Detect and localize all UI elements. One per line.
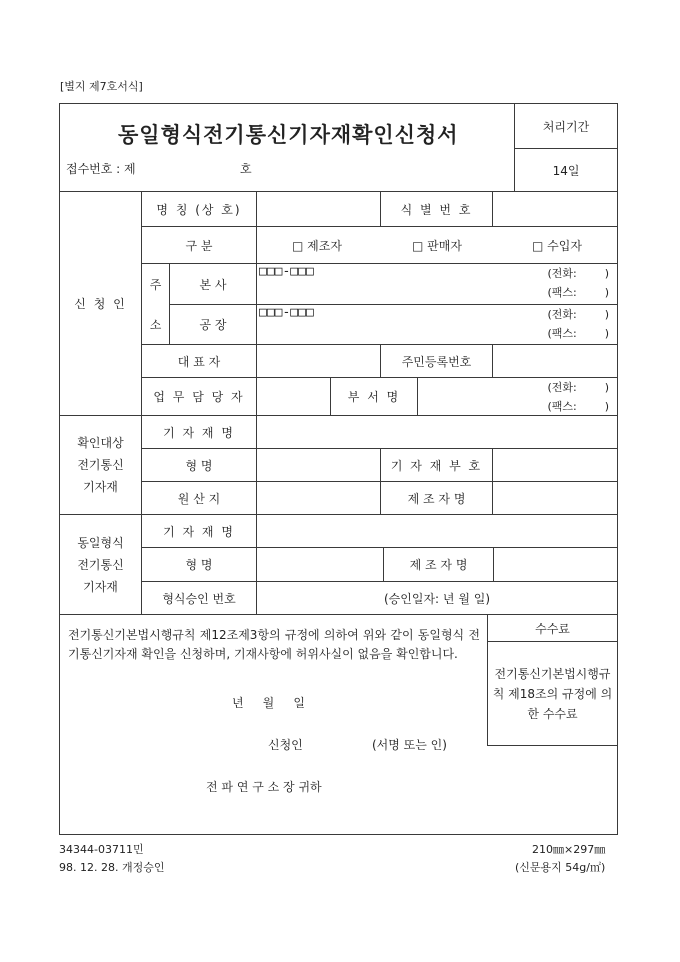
target-origin-input[interactable] (256, 481, 381, 515)
representative-label: 대 표 자 (141, 344, 257, 378)
paper-size: 210㎜×297㎜ (532, 843, 606, 856)
processing-period-label: 처리기간 (514, 103, 618, 149)
same-model-input[interactable] (256, 547, 384, 582)
approval-no-label: 형식승인 번호 (141, 581, 257, 615)
same-equipment-name-input[interactable] (256, 514, 618, 548)
target-equipment-name-label: 기 자 재 명 (141, 415, 257, 449)
same-type-label-line-2: 전기통신 (77, 557, 124, 572)
factory-phone: (전화: ) (547, 308, 609, 321)
staff-input[interactable] (256, 377, 331, 416)
same-type-label-line-1: 동일형식 (77, 535, 124, 550)
revision-date: 98. 12. 28. 개정승인 (59, 861, 165, 874)
processing-period-value: 14일 (514, 148, 618, 192)
staff-contact-input[interactable] (417, 377, 618, 416)
target-label-line-3: 기자재 (83, 480, 118, 494)
form-title: 동일형식전기통신기자재확인신청서 (118, 122, 459, 147)
approval-date-input[interactable]: (승인일자: 년 월 일) (256, 581, 618, 615)
factory-postal: □□□-□□□ (259, 305, 314, 320)
same-manufacturer-label: 제 조 자 명 (383, 547, 494, 582)
staff-fax: (팩스: ) (547, 400, 609, 413)
category-label: 구 분 (141, 226, 257, 264)
target-equipment-code-label: 기 자 재 부 호 (380, 448, 493, 482)
target-model-input[interactable] (256, 448, 381, 482)
head-office-postal: □□□-□□□ (259, 264, 314, 279)
option-manufacturer-checkbox[interactable]: □ 제조자 (292, 238, 342, 253)
representative-input[interactable] (256, 344, 381, 378)
same-type-label-line-3: 기자재 (83, 579, 118, 594)
address-label-2: 소 (149, 317, 162, 332)
same-equipment-name-label: 기 자 재 명 (141, 514, 257, 548)
applicant-section-label: 신 청 인 (59, 191, 142, 416)
factory-fax: (팩스: ) (547, 327, 609, 340)
addressee: 전 파 연 구 소 장 귀하 (206, 780, 322, 794)
target-model-label: 형 명 (141, 448, 257, 482)
receipt-suffix: 호 (240, 162, 252, 176)
declaration-text: 전기통신기본법시행규칙 제12조제3항의 규정에 의하여 위와 같이 동일형식 전기통신기자재 확인을 신청하며, 기재사항에 허위사실이 없음을 확인합니다. (68, 628, 480, 661)
declaration-date: 년 월 일 (232, 696, 305, 710)
same-type-section-label (59, 514, 142, 615)
staff-label: 업 무 담 당 자 (141, 377, 257, 416)
target-equipment-code-input[interactable] (492, 448, 618, 482)
fee-text: 전기통신기본법시행규칙 제18조의 규정에 의한 수수료 (487, 641, 618, 746)
factory-input[interactable] (256, 304, 618, 345)
name-label: 명 칭 (상 호) (141, 191, 257, 227)
applicant-signature-label: 신청인 (268, 738, 303, 752)
target-manufacturer-label: 제 조 자 명 (380, 481, 493, 515)
resident-no-input[interactable] (492, 344, 618, 378)
name-input[interactable] (256, 191, 381, 227)
department-label: 부 서 명 (330, 377, 418, 416)
category-options (256, 226, 618, 264)
factory-label: 공 장 (169, 304, 257, 345)
head-office-fax: (팩스: ) (547, 286, 609, 299)
head-office-label: 본 사 (169, 263, 257, 305)
resident-no-label: 주민등록번호 (380, 344, 493, 378)
target-label-line-1: 확인대상 (77, 436, 124, 450)
target-manufacturer-input[interactable] (492, 481, 618, 515)
target-origin-label: 원 산 지 (141, 481, 257, 515)
address-label-1: 주 (149, 277, 162, 292)
option-importer-checkbox[interactable]: □ 수입자 (532, 238, 582, 253)
head-office-input[interactable] (256, 263, 618, 305)
form-number: [별지 제7호서식] (60, 80, 143, 93)
paper-type: (신문용지 54g/㎡) (515, 861, 606, 874)
same-model-label: 형 명 (141, 547, 257, 582)
form-code: 34344-03711민 (59, 843, 144, 856)
receipt-label: 접수번호 : 제 (66, 162, 136, 176)
target-equipment-name-input[interactable] (256, 415, 618, 449)
id-input[interactable] (492, 191, 618, 227)
id-label: 식 별 번 호 (380, 191, 493, 227)
target-label-line-2: 전기통신 (77, 458, 124, 472)
same-manufacturer-input[interactable] (493, 547, 618, 582)
signature-field[interactable]: (서명 또는 인) (372, 738, 447, 752)
staff-phone: (전화: ) (547, 381, 609, 394)
option-seller-checkbox[interactable]: □ 판매자 (412, 238, 462, 253)
target-section-label (59, 415, 142, 515)
address-label (141, 263, 170, 345)
fee-label: 수수료 (487, 614, 618, 642)
head-office-phone: (전화: ) (547, 267, 609, 280)
